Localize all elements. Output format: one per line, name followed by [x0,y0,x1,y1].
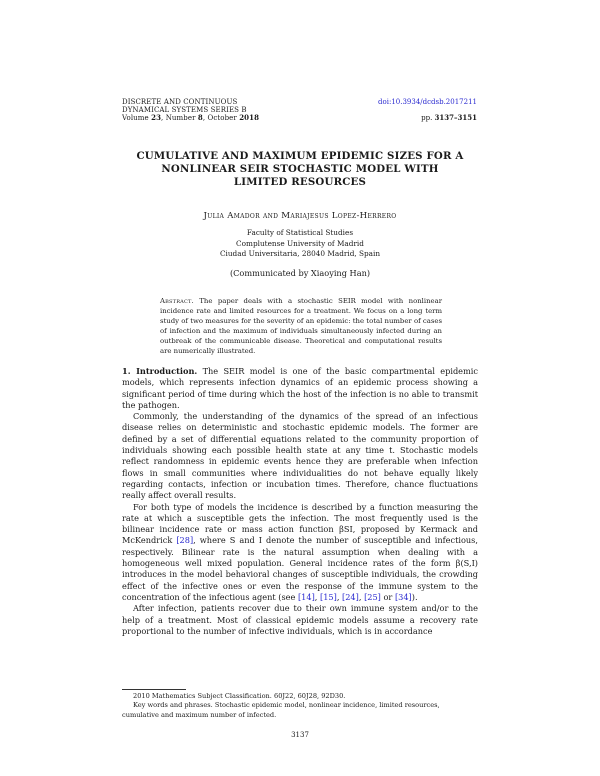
footnotes [122,692,478,720]
citation-28[interactable]: [28] [176,535,194,546]
footnote-keywords: Key words and phrases. Stochastic epidemic model, nonlinear incidence, limited resources, cumulative and maximum number of infected. [122,701,440,719]
affiliation-line1: Faculty of Statistical Studies [246,228,354,237]
intro-paragraph-3: For both type of models the incidence is described by a function measuring the rate at which a susceptible gets the infection. The most frequently used is the bilinear incidence rate or mass action function βSI, proposed by Kermack and McKendrick [28], where S and I denote the number of susceptible and infectious, respectively. Bilinear rate is the natural assumption when dealing with a homogeneous well mixed population. General incidence rates of the form β(S,I) introduces in the model behavioral changes of susceptible individuals, the crowding effect of the infective ones or even the response of the immune system to the concentration of the infectious agent (see [14], [15], [24], [25] or [34]). [122,501,478,602]
journal-header [122,98,259,122]
journal-name-line2: DYNAMICAL SYSTEMS SERIES B [122,106,247,114]
abstract [160,296,442,356]
communicated-by: (Communicated by Xiaoying Han) [229,268,371,278]
intro-paragraph-2: Commonly, the understanding of the dynamics of the spread of an infectious disease relies on deterministic and stochastic epidemic models. The former are defined by a set of differential equations related to the community proportion of individuals showing each possible health state at any time t. Stochastic models reflect randomness in epidemic events hence they are preferable when infection flows in small communities where individualities do not behave equally likely regarding contacts, infection or incubation times. Therefore, chance fluctuations really affect overall results. [122,411,478,501]
citation-25[interactable]: [25] [364,591,381,602]
footnote-divider [122,689,186,690]
footnote-msc: 2010 Mathematics Subject Classification. 60J22, 60J28, 92D30. [133,692,346,700]
title-line2: NONLINEAR SEIR STOCHASTIC MODEL WITH [161,163,439,175]
citation-15[interactable]: [15] [320,591,337,602]
affiliation-line2: Complutense University of Madrid [236,238,364,248]
doi-link[interactable]: doi:10.3934/dcdsb.2017211 [378,98,477,106]
citation-14[interactable]: [14] [297,591,315,602]
title-line3: LIMITED RESOURCES [233,176,367,188]
intro-paragraph-4: After infection, patients recover due to their own immune system and/or to the help of a treatment. Most of classical epidemic models assume a recovery rate proportional to the number of infective individuals, which is in accordance [122,603,478,636]
abstract-text: The paper deals with a stochastic SEIR model with nonlinear incidence rate and limited resources for a treatment. We focus on a long term study of two measures for the severity of an epidemic: the total number of cases of infection and the maximum of individuals simultaneously infected during an outbreak of the communicable disease. Theoretical and computational results are numerically illustrated. [160,297,442,355]
citation-34[interactable]: [34] [394,591,412,602]
section-heading: 1. Introduction. [122,366,198,376]
intro-paragraph-1: 1. Introduction. The SEIR model is one of the basic compartmental epidemic models, which represents infection dynamics of an epidemic process showing a significant period of time during which the host of the infection is no able to transmit the pathogen. [122,366,479,410]
introduction-section [122,366,478,637]
affiliation-line3: Ciudad Universitaria, 28040 Madrid, Spain [219,249,381,258]
citation-24[interactable]: [24] [342,591,359,602]
paper-title [122,150,478,189]
affiliation [122,228,478,260]
title-line1: CUMULATIVE AND MAXIMUM EPIDEMIC SIZES FOR A [136,150,464,162]
journal-name-line1: DISCRETE AND CONTINUOUS [122,98,238,106]
authors: Julia Amador and Mariajesus Lopez-Herrero [203,211,397,221]
journal-volume-line: Volume 23, Number 8, October 2018 [122,113,260,122]
page-range: pp. 3137–3151 [421,113,477,122]
page-number: 3137 [291,731,309,739]
abstract-label: Abstract. [160,297,194,305]
